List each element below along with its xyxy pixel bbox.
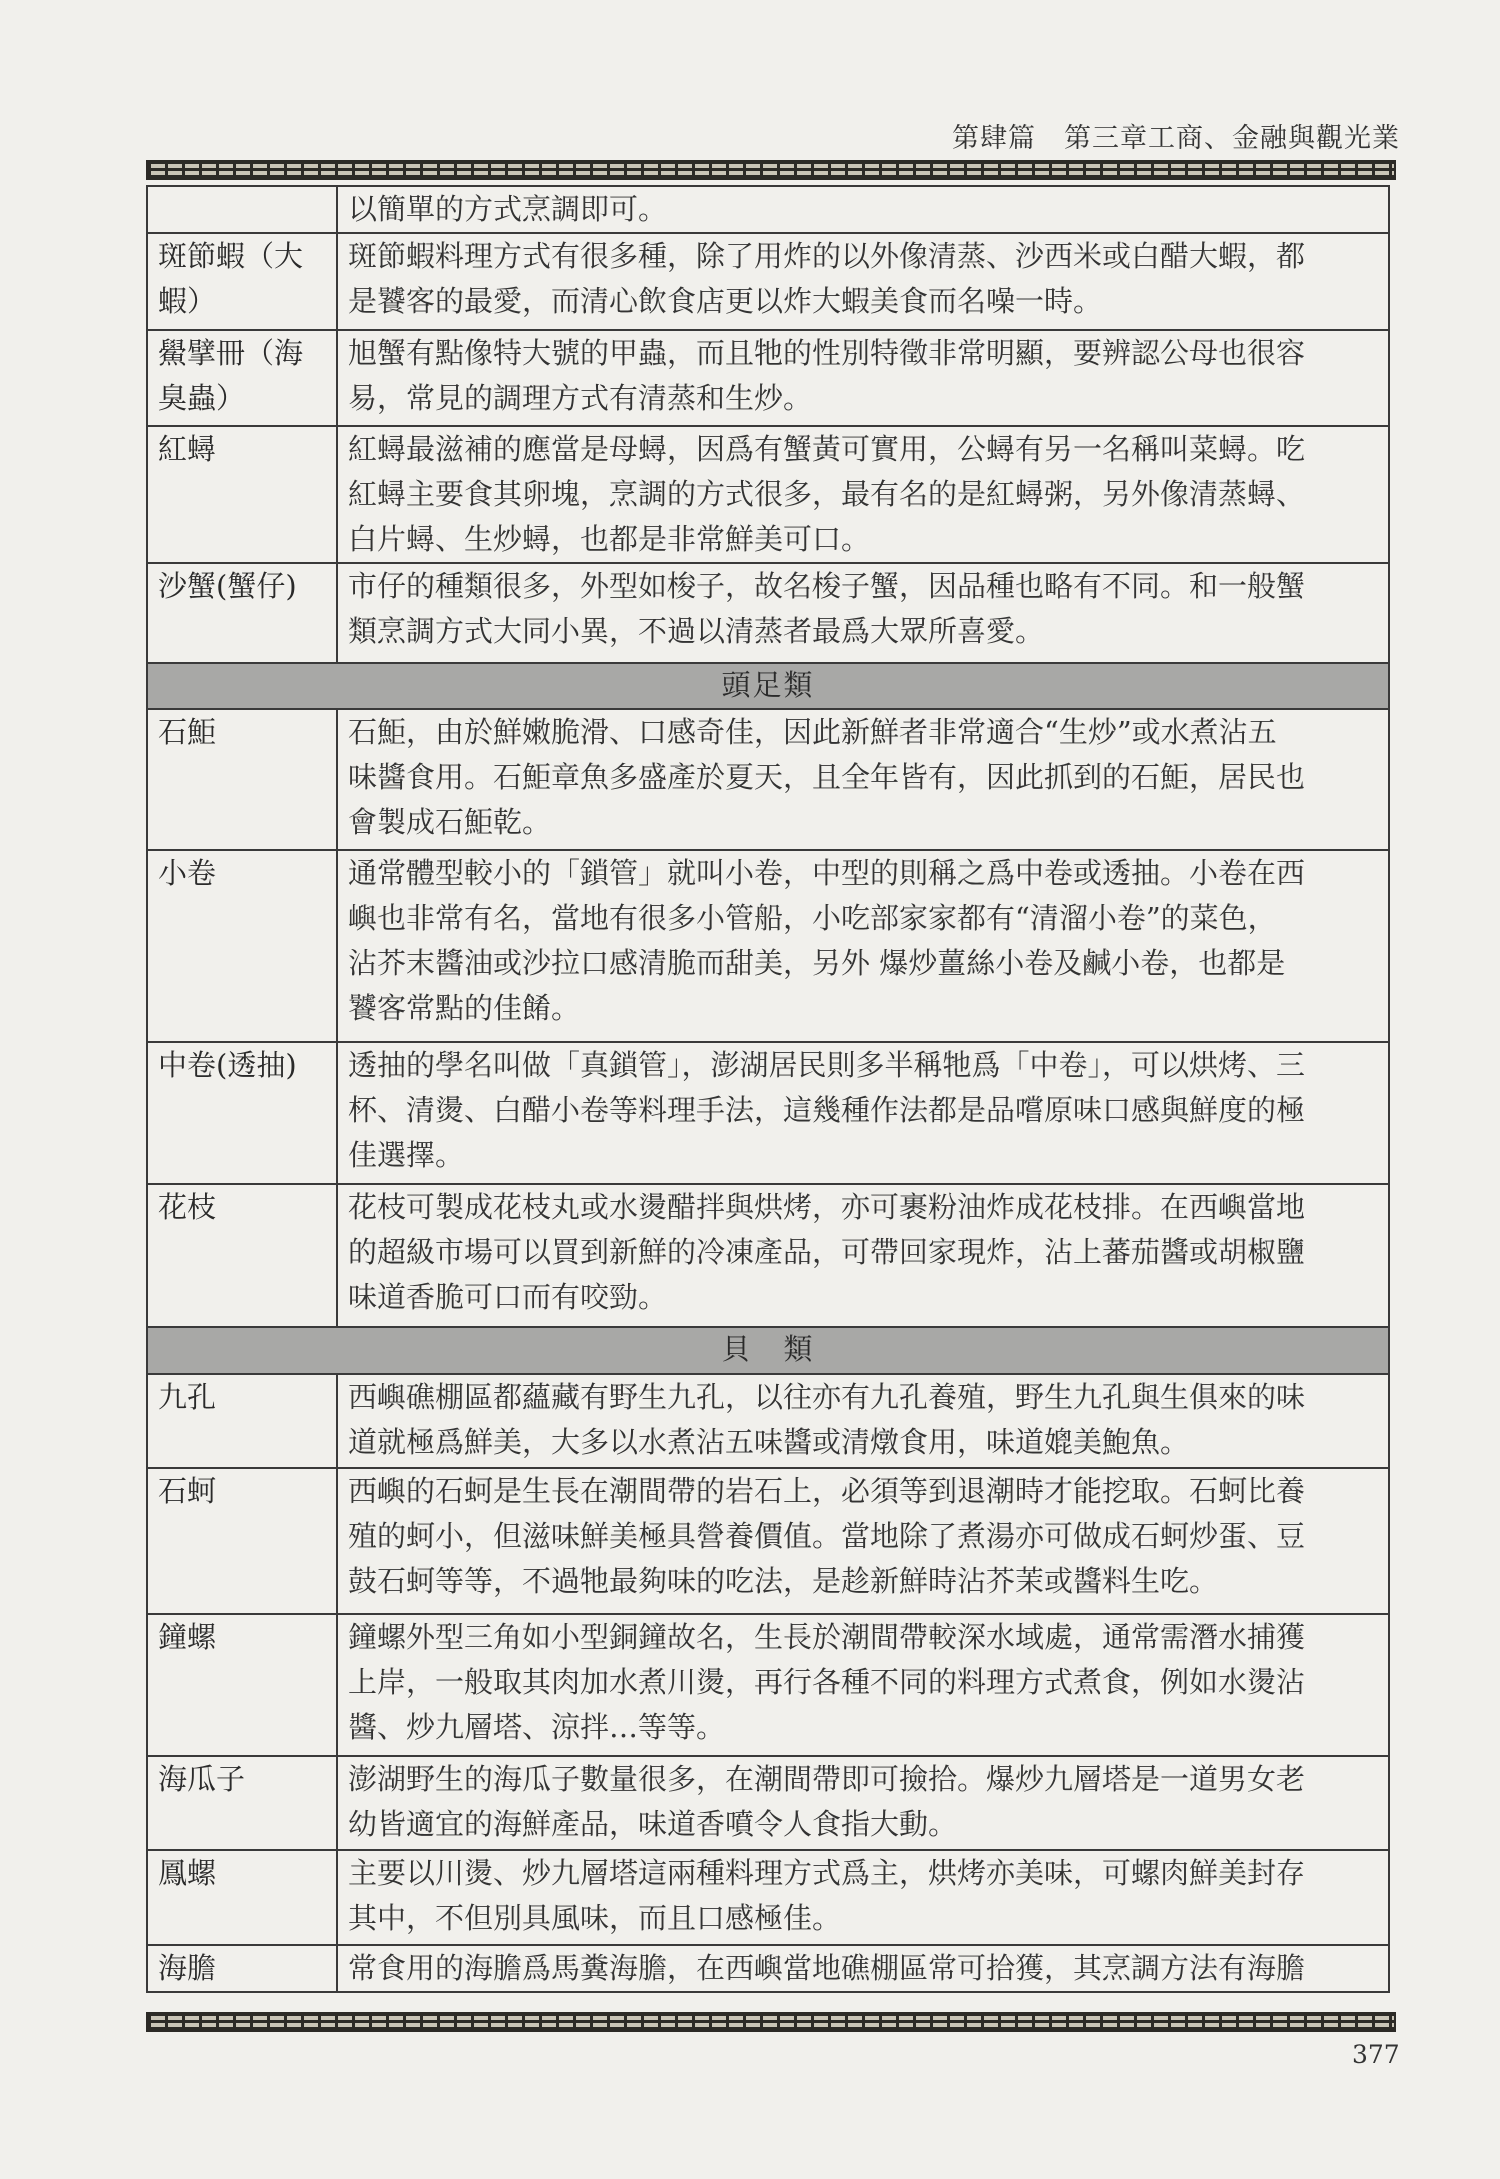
table-row — [147, 709, 1389, 850]
table-row — [147, 330, 1389, 426]
description-line: 澎湖野生的海瓜子數量很多，在潮間帶即可撿拾。爆炒九層塔是一道男女老 — [348, 1762, 1306, 1796]
description-line: 的超級市場可以買到新鮮的冷凍產品，可帶回家現炸，沾上蕃茄醬或胡椒鹽 — [348, 1235, 1306, 1269]
item-name — [147, 1945, 337, 1992]
category-header-row — [147, 663, 1389, 709]
item-name-line: 鱟擘冊（海 — [158, 336, 304, 370]
running-head: 第肆篇 第三章工商、金融與觀光業 — [952, 123, 1400, 154]
table-row — [147, 1756, 1389, 1850]
description-line: 旭蟹有點像特大號的甲蟲，而且牠的性別特徵非常明顯，要辨認公母也很容 — [348, 336, 1306, 370]
item-description — [337, 1614, 1389, 1756]
description-line: 通常體型較小的「鎖管」就叫小卷，中型的則稱之爲中卷或透抽。小卷在西 — [348, 856, 1306, 890]
decorative-border-bottom — [146, 2012, 1396, 2032]
item-name-line: 沙蟹(蟹仔) — [158, 569, 297, 603]
item-description — [337, 426, 1389, 563]
description-line: 透抽的學名叫做「真鎖管」，澎湖居民則多半稱牠爲「中卷」，可以烘烤、三 — [348, 1048, 1306, 1082]
description-line: 紅蟳最滋補的應當是母蟳，因爲有蟹黃可實用，公蟳有另一名稱叫菜蟳。吃 — [348, 432, 1306, 466]
item-name — [147, 1614, 337, 1756]
table-row — [147, 186, 1389, 233]
item-name — [147, 1468, 337, 1614]
description-line: 味醬食用。石鮔章魚多盛產於夏天，且全年皆有，因此抓到的石鮔，居民也 — [348, 760, 1306, 794]
description-line: 嶼也非常有名，當地有很多小管船，小吃部家家都有“清溜小卷”的菜色， — [348, 901, 1277, 935]
description-line: 以簡單的方式烹調即可。 — [348, 192, 668, 226]
page-number: 377 — [1352, 2040, 1400, 2069]
item-description — [337, 1184, 1389, 1327]
item-name-line: 鳳螺 — [158, 1856, 217, 1890]
table-row — [147, 563, 1389, 663]
description-line: 其中，不但別具風味，而且口感極佳。 — [348, 1901, 842, 1935]
description-line: 上岸，一般取其肉加水煮川燙，再行各種不同的料理方式煮食，例如水燙沾 — [348, 1665, 1306, 1699]
description-line: 類烹調方式大同小異，不過以清蒸者最爲大眾所喜愛。 — [348, 614, 1045, 648]
table-row — [147, 1184, 1389, 1327]
table-row — [147, 1850, 1389, 1945]
item-name-line: 蝦） — [158, 284, 217, 318]
item-name-line: 鐘螺 — [158, 1620, 217, 1654]
item-description — [337, 330, 1389, 426]
description-line: 會製成石鮔乾。 — [348, 805, 552, 839]
description-line: 西嶼礁棚區都蘊藏有野生九孔，以往亦有九孔養殖，野生九孔與生俱來的味 — [348, 1380, 1306, 1414]
item-name — [147, 1184, 337, 1327]
description-line: 鼓石蚵等等，不過牠最夠味的吃法，是趁新鮮時沾芥茉或醬料生吃。 — [348, 1564, 1219, 1598]
item-description — [337, 1756, 1389, 1850]
item-name-line: 海瓜子 — [158, 1762, 246, 1796]
table-row — [147, 1945, 1389, 1992]
decorative-border-top — [146, 160, 1396, 180]
item-name — [147, 1042, 337, 1184]
item-description — [337, 1850, 1389, 1945]
table-row — [147, 1042, 1389, 1184]
category-label: 頭足類 — [147, 663, 1389, 709]
description-line: 沾芥末醬油或沙拉口感清脆而甜美，另外 爆炒薑絲小卷及鹹小卷，也都是 — [348, 946, 1286, 980]
table-row — [147, 233, 1389, 330]
description-line: 佳選擇。 — [348, 1138, 465, 1172]
table-row — [147, 850, 1389, 1042]
description-line: 鐘螺外型三角如小型銅鐘故名，生長於潮間帶較深水域處，通常需潛水捕獲 — [348, 1620, 1306, 1654]
item-name — [147, 1374, 337, 1468]
category-label: 貝 類 — [147, 1327, 1389, 1374]
description-line: 杯、清燙、白醋小卷等料理手法，這幾種作法都是品嚐原味口感與鮮度的極 — [348, 1093, 1306, 1127]
table-row — [147, 1614, 1389, 1756]
item-description — [337, 1945, 1389, 1992]
seafood-table — [146, 185, 1390, 1993]
item-description — [337, 709, 1389, 850]
item-name — [147, 563, 337, 663]
description-line: 花枝可製成花枝丸或水燙醋拌與烘烤，亦可裹粉油炸成花枝排。在西嶼當地 — [348, 1190, 1306, 1224]
item-name-line: 海膽 — [158, 1951, 217, 1985]
item-name-line: 九孔 — [158, 1380, 217, 1414]
item-name-line: 斑節蝦（大 — [158, 239, 304, 273]
item-name-line: 小卷 — [158, 856, 217, 890]
item-name — [147, 426, 337, 563]
item-description — [337, 850, 1389, 1042]
description-line: 易，常見的調理方式有清蒸和生炒。 — [348, 381, 813, 415]
item-name — [147, 1756, 337, 1850]
category-header-row — [147, 1327, 1389, 1374]
item-name — [147, 233, 337, 330]
item-description — [337, 1374, 1389, 1468]
table-row — [147, 426, 1389, 563]
item-name — [147, 709, 337, 850]
item-name-line: 中卷(透抽) — [158, 1048, 297, 1082]
description-line: 味道香脆可口而有咬勁。 — [348, 1280, 668, 1314]
description-line: 石鮔，由於鮮嫩脆滑、口感奇佳，因此新鮮者非常適合“生炒”或水煮沾五 — [348, 715, 1277, 749]
table-row — [147, 1374, 1389, 1468]
description-line: 主要以川燙、炒九層塔這兩種料理方式爲主，烘烤亦美味，可螺肉鮮美封存 — [348, 1856, 1306, 1890]
item-name — [147, 330, 337, 426]
item-description — [337, 1042, 1389, 1184]
description-line: 市仔的種類很多，外型如梭子，故名梭子蟹，因品種也略有不同。和一般蟹 — [348, 569, 1306, 603]
item-description — [337, 233, 1389, 330]
item-name — [147, 850, 337, 1042]
item-description — [337, 563, 1389, 663]
description-line: 殖的蚵小，但滋味鮮美極具營養價值。當地除了煮湯亦可做成石蚵炒蛋、豆 — [348, 1519, 1306, 1553]
item-name-line: 花枝 — [158, 1190, 217, 1224]
description-line: 西嶼的石蚵是生長在潮間帶的岩石上，必須等到退潮時才能挖取。石蚵比養 — [348, 1474, 1306, 1508]
item-description — [337, 186, 1389, 233]
item-name-line: 臭蟲） — [158, 381, 246, 415]
description-line: 幼皆適宜的海鮮產品，味道香噴令人食指大動。 — [348, 1807, 958, 1841]
table-row — [147, 1468, 1389, 1614]
description-line: 紅蟳主要食其卵塊，烹調的方式很多，最有名的是紅蟳粥，另外像清蒸蟳、 — [348, 477, 1306, 511]
description-line: 饕客常點的佳餚。 — [348, 991, 581, 1025]
item-name-line: 石蚵 — [158, 1474, 217, 1508]
description-line: 道就極爲鮮美，大多以水煮沾五味醬或清燉食用，味道媲美鮑魚。 — [348, 1425, 1190, 1459]
description-line: 是饕客的最愛，而清心飲食店更以炸大蝦美食而名噪一時。 — [348, 284, 1103, 318]
item-name — [147, 186, 337, 233]
item-description — [337, 1468, 1389, 1614]
description-line: 醬、炒九層塔、涼拌…等等。 — [348, 1710, 726, 1744]
description-line: 白片蟳、生炒蟳，也都是非常鮮美可口。 — [348, 522, 871, 556]
item-name-line: 紅蟳 — [158, 432, 217, 466]
item-name — [147, 1850, 337, 1945]
description-line: 常食用的海膽爲馬糞海膽，在西嶼當地礁棚區常可拾獲，其烹調方法有海膽 — [348, 1951, 1306, 1985]
item-name-line: 石鮔 — [158, 715, 217, 749]
description-line: 斑節蝦料理方式有很多種，除了用炸的以外像清蒸、沙西米或白醋大蝦，都 — [348, 239, 1306, 273]
